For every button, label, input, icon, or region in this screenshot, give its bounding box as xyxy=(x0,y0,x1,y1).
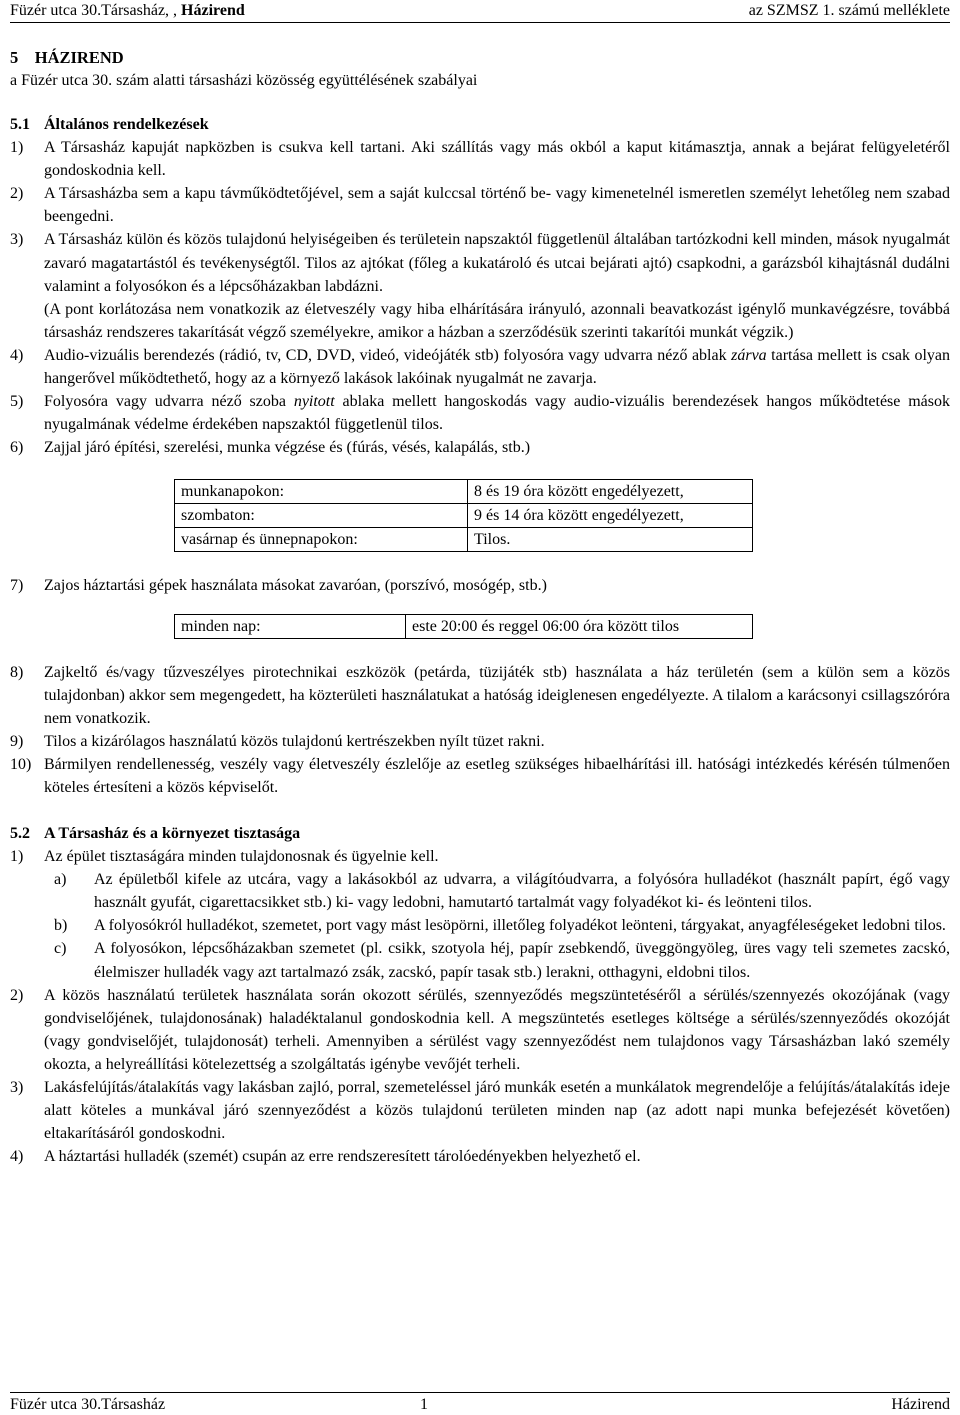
list-item: 6) Zajjal járó építési, szerelési, munka végzése és (fúrás, vésés, kalapálás, stb.) xyxy=(10,439,531,457)
document-body xyxy=(10,46,950,1168)
document-subtitle: a Füzér utca 30. szám alatti társasházi közösség együttélésének szabályai xyxy=(10,72,478,89)
table-row: minden nap: este 20:00 és reggel 06:00 óra között tilos xyxy=(175,614,753,638)
sub-list xyxy=(10,868,950,983)
item-3-note: (A pont korlátozása nem vonatkozik az életveszély vagy hiba elhárítására irányuló, azonnali beavatkozást igénylő munkavégzésre, továbbá társasház rendszeres takarítását végző személyekre, amikor a házban a szerződésük szerinti takarítói munkát végzik.) xyxy=(44,300,950,341)
section-heading-5-1: 5.1 Általános rendelkezések xyxy=(10,116,209,134)
list-item: 2) A Társasházba sem a kapu távműködtetőjével, sem a saját kulccsal történő be- vagy kimenetelnél ismeretlen személyt lehetőleg nem szabad beengedni. xyxy=(10,185,950,226)
list-item: 9) Tilos a kizárólagos használatú közös tulajdonú kertrészekben nyílt tüzet rakni. xyxy=(10,732,545,750)
list-item: 5) Folyosóra vagy udvarra néző szoba nyitott ablaka mellett hangoskodás vagy audio-vizuális berendezések hangos működtetése mások nyugalmának védelme érdekében napszaktól függetlenül tilos. xyxy=(10,393,950,434)
appliance-noise-table xyxy=(174,614,753,639)
list-item: 4) Audio-vizuális berendezés (rádió, tv, CD, DVD, videó, videójáték stb) folyosóra vagy udvarra néző ablak zárva tartása mellett is csak olyan hangerővel működtethető, hogy az a környező lakások lakóinak nyugalmát ne zavarja. xyxy=(10,346,951,388)
page-header xyxy=(10,0,950,23)
footer-left: Füzér utca 30.Társasház xyxy=(10,1396,166,1413)
list-item: c) A folyosókon, lépcsőházakban szemetet (pl. csikk, szotyola héj, papír zsebkendő, üveggöngyöleg, üres vagy teli szemetes zacskó, élelmiszer hulladék vagy azt tartalmazó zsák, zacskó, papír tasak stb.) lerakni, otthagyni, eldobni tilos. xyxy=(54,940,950,981)
list-item: 2) A közös használatú területek használata során okozott sérülés, szennyeződés megszüntetéséről a sérülés/szennyezés okozójának (vagy gondviselőjének, tulajdonosának) haladéktalanul gondoskodnia kell. A megszüntetés esetleges költsége a sérülés/szennyeződés okozóját (vagy gondviselőjét, tulajdonosát) terheli. Amennyiben a sérülést vagy szennyeződést nem tulajdonos vagy Társasházban lakó személy okozta, a helyreállítási kötelezettség a szolgáltatás igénybe vevőjét terheli. xyxy=(10,986,950,1073)
table-row: szombaton: 9 és 14 óra között engedélyezett, xyxy=(175,504,753,528)
section-heading-5-2: 5.2 A Társasház és a környezet tisztasága xyxy=(10,825,301,843)
header-left: Füzér utca 30.Társasház, , Házirend xyxy=(10,2,245,19)
page-number: 1 xyxy=(420,1396,428,1413)
list-item: 7) Zajos háztartási gépek használata másokat zavaróan, (porszívó, mosógép, stb.) xyxy=(10,577,547,595)
table-row: vasárnap és ünnepnapokon: Tilos. xyxy=(175,528,753,552)
document-title: 5 HÁZIREND xyxy=(10,48,124,67)
header-right: az SZMSZ 1. számú melléklete xyxy=(748,2,950,19)
table-row: munkanapokon: 8 és 19 óra között engedélyezett, xyxy=(175,480,753,504)
list-item: 3) A Társasház külön és közös tulajdonú helyiségeiben és területein napszaktól függetlenül általában tartózkodni kell minden, mások nyugalmát zavaró magatartástól és tevékenységtől. Tilos az ajtókat (főleg a kukatároló és utcai bejárati ajtó) csapkodni, a garázsból kihajtásnál dudálni valamint a folyosókon és a lépcsőházakban labdázni. xyxy=(10,231,950,295)
list-item: 1) A Társasház kapuját napközben is csukva kell tartani. Aki szállítás vagy más okból a kaput kitámasztja, annak a bejárat felügyeletéről gondoskodnia kell. xyxy=(10,139,950,180)
footer-right: Házirend xyxy=(891,1396,950,1413)
list-item: 4) A háztartási hulladék (szemét) csupán az erre rendszeresített tárolóedényekben helyezhető el. xyxy=(10,1148,641,1166)
list-item: 8) Zajkeltő és/vagy tűzveszélyes pirotechnikai eszközök (petárda, tüzijáték stb) használata a ház területén (sem a külön sem a közös tulajdonban) akkor sem megengedett, ha közterületi használatukat a hatóság ideiglenesen engedélyezte. A tilalom a karácsonyi csillagszóróra nem vonatkozik. xyxy=(10,663,950,727)
list-item: 1) Az épület tisztaságára minden tulajdonosnak és ügyelnie kell. xyxy=(10,848,439,866)
list-item: a) Az épületből kifele az utcára, vagy a lakásokból az udvarra, a világítóudvarra, a folyósóra hulladékot (használt papírt, égő vagy használt gyufát, cigarettacsikket stb.) ki- vagy ledobni, hamutartó tartalmát vagy folyadékot ki- és leönteni tilos. xyxy=(54,871,950,912)
construction-noise-table xyxy=(174,479,753,552)
list-item: 10) Bármilyen rendellenesség, veszély vagy életveszély észlelője az esetleg szükséges hibaelhárítási ill. hatósági intézkedés kérésén túlmenően köteles értesíteni a közös képviselőt. xyxy=(10,755,950,796)
spacer xyxy=(10,799,950,822)
list-item: b) A folyosókról hulladékot, szemetet, port vagy mást lesöpörni, illetőleg folyadékot leönteni, tárgyakat, anyagféleségeket ledobni tilos. xyxy=(54,917,946,935)
list-item: 3) Lakásfelújítás/átalakítás vagy lakásban zajló, porral, szemeteléssel járó munkák esetén a munkálatok megrendelője a felújítás/átalakítás ideje alatt köteles a munkával járó szennyeződést a közös tulajdonú területen minden nap (az adott napi munka befejezését követően) eltakarításáról gondoskodni. xyxy=(10,1079,950,1143)
